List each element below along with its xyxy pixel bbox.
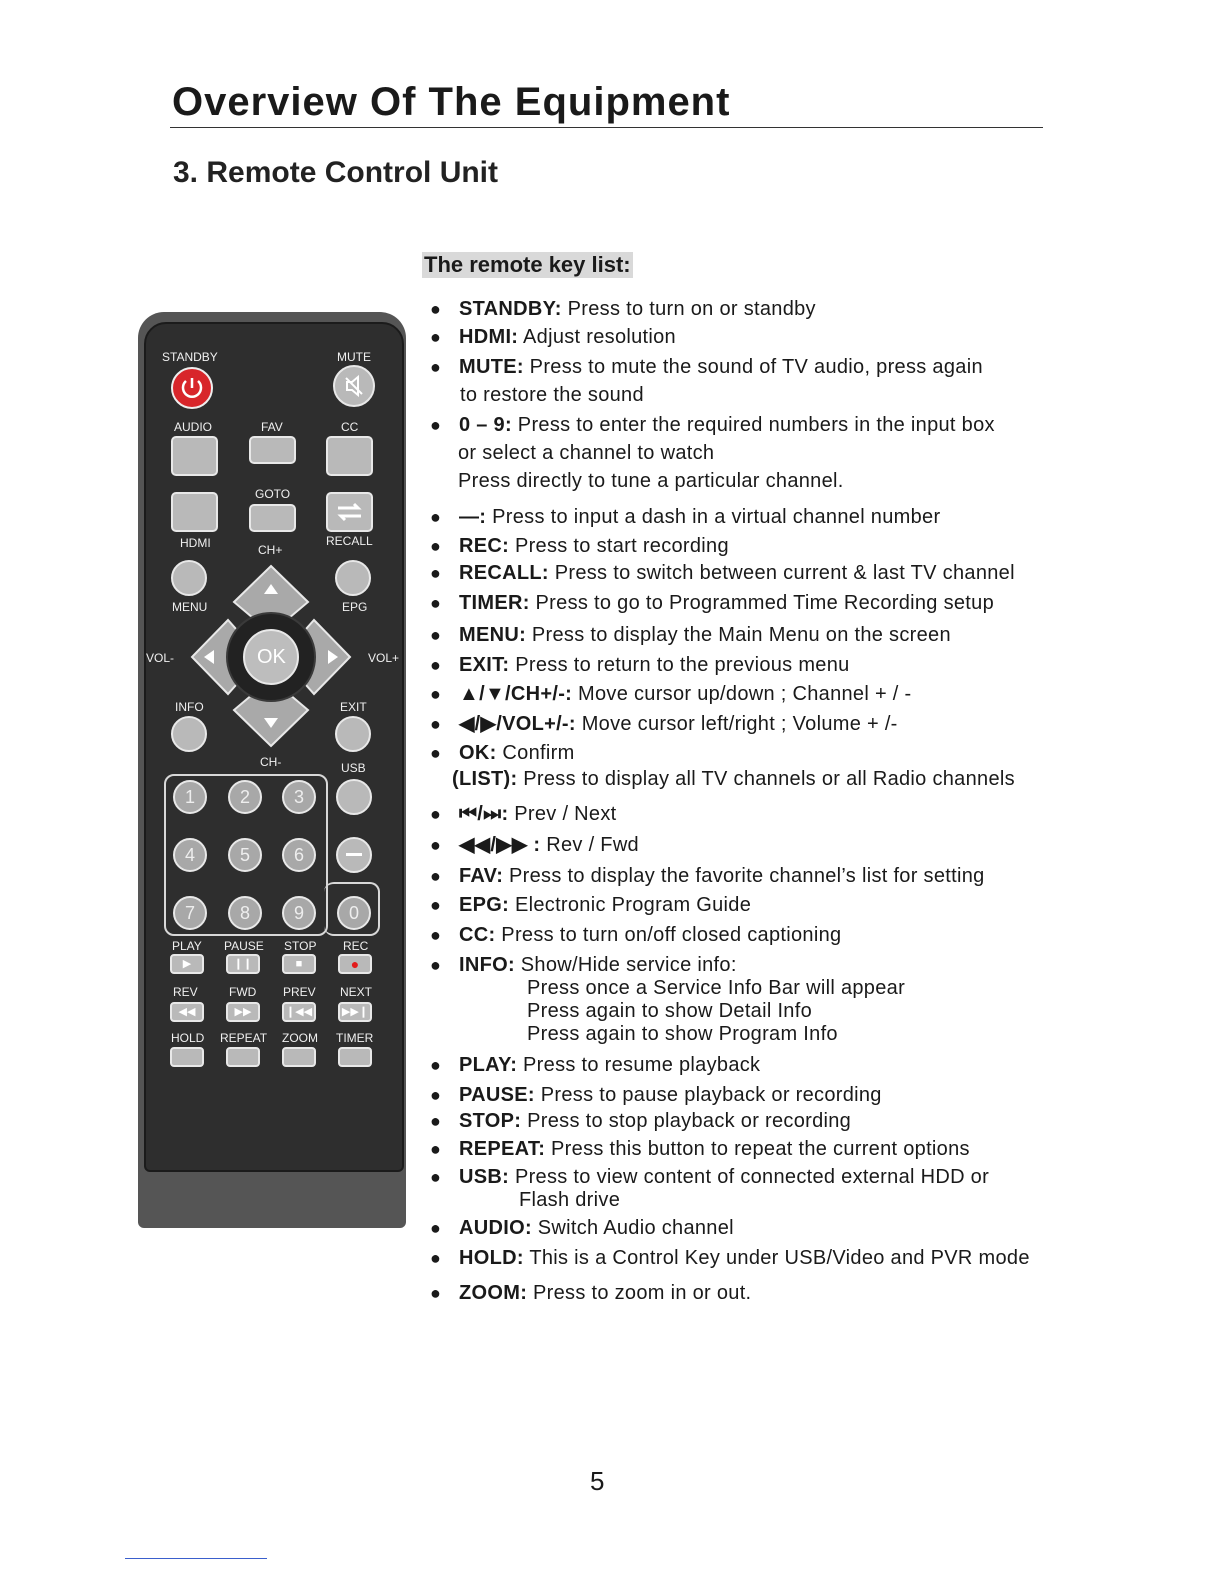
next-label: NEXT [340, 985, 373, 999]
key-description: Press to switch between current & last TV channel [548, 562, 1015, 584]
exit-label: EXIT [340, 700, 367, 714]
stop-button[interactable] [282, 954, 316, 974]
key-name: EPG: [459, 894, 510, 916]
key-list-item [430, 592, 994, 615]
bullet-icon: ● [430, 684, 442, 704]
fwd-button[interactable] [226, 1002, 260, 1022]
play-label: PLAY [172, 939, 202, 953]
key-description: Press to view content of connected external HDD or [509, 1166, 990, 1188]
menu-label: MENU [172, 600, 208, 614]
play-icon: ▶ [182, 958, 192, 970]
key-name: EXIT: [459, 654, 510, 676]
key-list-item [430, 1054, 760, 1077]
usb-label: USB [341, 761, 366, 775]
number-key[interactable]: 0 [337, 896, 371, 930]
number-key[interactable]: 6 [282, 838, 316, 872]
key-list-item [430, 803, 617, 826]
key-list-item [430, 562, 1015, 585]
key-description-continued: Press directly to tune a particular channel. [458, 470, 844, 492]
bullet-icon: ● [430, 1248, 442, 1268]
key-name: ZOOM: [459, 1282, 528, 1304]
key-list-item [430, 742, 575, 765]
mute-icon [335, 367, 373, 405]
audio-button[interactable] [171, 436, 218, 476]
key-description: Press to go to Programmed Time Recording setup [529, 592, 994, 614]
bullet-icon: ● [430, 1218, 442, 1238]
bullet-icon: ● [430, 925, 442, 945]
key-description: Press this button to repeat the current options [545, 1138, 970, 1160]
key-name: MENU: [459, 624, 527, 646]
key-list-item [430, 298, 816, 321]
key-description-continued: Press again to show Program Info [527, 1023, 838, 1045]
key-name: ◀/▶/VOL+/-: [459, 713, 576, 735]
bullet-icon: ● [430, 835, 442, 855]
ch-minus-label: CH- [260, 755, 282, 769]
key-description: Electronic Program Guide [509, 894, 752, 916]
number-key[interactable]: 9 [282, 896, 316, 930]
ch-plus-label: CH+ [258, 543, 283, 557]
pause-icon: ❙❙ [233, 958, 253, 970]
footnote-rule [125, 1558, 267, 1559]
key-description: Press to return to the previous menu [509, 654, 850, 676]
key-name: (LIST): [452, 768, 518, 790]
key-list-item [430, 326, 676, 349]
key-description-continued: Flash drive [519, 1189, 621, 1211]
bullet-icon: ● [430, 593, 442, 613]
bullet-icon: ● [430, 895, 442, 915]
vol-plus-label: VOL+ [368, 651, 400, 665]
key-list-item [430, 1084, 882, 1107]
rev-label: REV [173, 985, 198, 999]
timer-label: TIMER [336, 1031, 374, 1045]
key-description: Press to display the favorite channel’s list for setting [503, 865, 985, 887]
vol-minus-label: VOL- [146, 651, 175, 665]
key-description: Press to turn on/off closed captioning [495, 924, 842, 946]
key-list-item [430, 1166, 989, 1212]
cc-label: CC [341, 420, 359, 434]
recall-label: RECALL [326, 534, 373, 548]
timer-button[interactable] [338, 1047, 372, 1067]
key-description: Press to resume playback [517, 1054, 761, 1076]
info-label: INFO [175, 700, 204, 714]
key-list-heading: The remote key list: [424, 252, 631, 277]
key-list-item [430, 768, 1015, 791]
key-description: Move cursor left/right ; Volume + /- [575, 713, 898, 735]
key-description: Press to display all TV channels or all Radio channels [517, 768, 1015, 790]
epg-label: EPG [342, 600, 368, 614]
hdmi-button[interactable] [171, 492, 218, 532]
bullet-icon: ● [430, 1055, 442, 1075]
standby-button[interactable] [171, 367, 213, 409]
audio-label: AUDIO [174, 420, 213, 434]
bullet-icon: ● [430, 1085, 442, 1105]
section-title: 3. Remote Control Unit [173, 156, 499, 189]
key-list-item [430, 535, 729, 558]
bullet-icon: ● [430, 955, 442, 975]
stop-label: STOP [284, 939, 317, 953]
key-list-item [430, 1282, 751, 1305]
cc-button[interactable] [326, 436, 373, 476]
ok-label[interactable]: OK [257, 646, 286, 668]
key-name: AUDIO: [459, 1217, 532, 1239]
bullet-icon: ● [430, 804, 442, 824]
bullet-icon: ● [430, 714, 442, 734]
standby-label: STANDBY [162, 350, 218, 364]
key-list-item [430, 624, 951, 647]
page-title: Overview Of The Equipment [172, 80, 731, 124]
prev-label: PREV [283, 985, 316, 999]
bullet-icon: ● [430, 1139, 442, 1159]
key-name: REC: [459, 535, 510, 557]
key-name: OK: [459, 742, 497, 764]
key-description: Show/Hide service info: [514, 954, 737, 976]
record-icon: ● [350, 956, 360, 972]
bullet-icon: ● [430, 507, 442, 527]
key-name: INFO: [459, 954, 515, 976]
key-name: HDMI: [459, 326, 519, 348]
fwd-label: FWD [229, 985, 257, 999]
key-list-item [430, 894, 751, 917]
key-list-item [430, 1138, 970, 1161]
key-description-continued: or select a channel to watch [458, 442, 715, 464]
repeat-button[interactable] [226, 1047, 260, 1067]
previous-icon: ❙◀◀ [285, 1006, 313, 1018]
key-name: ◀◀/▶▶ : [459, 834, 541, 856]
key-description: Prev / Next [508, 803, 617, 825]
hdmi-label: HDMI [180, 536, 211, 550]
bullet-icon: ● [430, 536, 442, 556]
key-list-item [430, 1217, 734, 1240]
repeat-label: REPEAT [220, 1031, 268, 1045]
key-name: PAUSE: [459, 1084, 535, 1106]
pause-button[interactable] [226, 954, 260, 974]
key-name: HOLD: [459, 1247, 524, 1269]
key-list-item [430, 954, 905, 1046]
zoom-label: ZOOM [282, 1031, 318, 1045]
key-description-continued: to restore the sound [460, 384, 644, 406]
fav-label: FAV [261, 420, 283, 434]
rec-button[interactable] [338, 954, 372, 974]
mute-label: MUTE [337, 350, 371, 364]
key-list-item [430, 924, 841, 947]
number-key[interactable]: 7 [173, 896, 207, 930]
key-name: MUTE: [459, 356, 524, 378]
key-description: Press to input a dash in a virtual channel number [486, 506, 941, 528]
key-description: Press to start recording [509, 535, 729, 557]
usb-button[interactable] [336, 779, 372, 815]
bullet-icon: ● [430, 625, 442, 645]
key-description-continued: Press once a Service Info Bar will appear [527, 977, 906, 999]
key-description-continued: Press again to show Detail Info [527, 1000, 813, 1022]
fav-button[interactable] [249, 436, 296, 464]
key-description: Press to display the Main Menu on the screen [526, 624, 951, 646]
key-description: Adjust resolution [518, 326, 676, 348]
key-name: FAV: [459, 865, 504, 887]
key-list-item [430, 683, 911, 706]
bullet-icon: ● [430, 357, 442, 377]
rewind-icon: ◀◀ [178, 1006, 196, 1018]
bullet-icon: ● [430, 866, 442, 886]
title-rule [170, 127, 1043, 128]
key-list-item [430, 1110, 851, 1133]
key-description: Confirm [496, 742, 575, 764]
key-name: STANDBY: [459, 298, 562, 320]
key-name: 0 – 9: [459, 414, 512, 436]
key-name: ▲/▼/CH+/-: [459, 683, 573, 705]
rec-label: REC [343, 939, 369, 953]
number-key[interactable]: 4 [173, 838, 207, 872]
recall-button[interactable] [326, 492, 373, 532]
rev-button[interactable] [170, 1002, 204, 1022]
bullet-icon: ● [430, 415, 442, 435]
key-list-item [430, 506, 940, 529]
key-name: CC: [459, 924, 496, 946]
bullet-icon: ● [430, 563, 442, 583]
mute-button[interactable] [333, 365, 375, 407]
key-name: REPEAT: [459, 1138, 546, 1160]
bullet-icon: ● [430, 1283, 442, 1303]
fast-forward-icon: ▶▶ [234, 1006, 252, 1018]
key-name: PLAY: [459, 1054, 518, 1076]
key-name: STOP: [459, 1110, 522, 1132]
key-list-item [430, 865, 985, 888]
stop-icon: ■ [295, 958, 303, 970]
key-list-item [430, 834, 639, 857]
key-description: Move cursor up/down ; Channel + / - [572, 683, 912, 705]
key-name: —: [459, 506, 487, 528]
play-button[interactable] [170, 954, 204, 974]
hold-button[interactable] [170, 1047, 204, 1067]
remote-control-illustration [138, 312, 406, 1228]
key-description: Press to stop playback or recording [521, 1110, 852, 1132]
goto-button[interactable] [249, 504, 296, 532]
key-name: RECALL: [459, 562, 549, 584]
key-name: USB: [459, 1166, 510, 1188]
key-name: ⏮/⏭: [459, 803, 509, 825]
bullet-icon: ● [430, 743, 442, 763]
key-description: Switch Audio channel [531, 1217, 734, 1239]
key-description: Press to mute the sound of TV audio, press again [523, 356, 983, 378]
key-list-item [430, 414, 995, 493]
key-description: Press to turn on or standby [561, 298, 816, 320]
zoom-button[interactable] [282, 1047, 316, 1067]
number-key[interactable]: 2 [228, 780, 262, 814]
key-name: TIMER: [459, 592, 530, 614]
recall-icon [328, 494, 371, 530]
exit-button[interactable] [335, 716, 371, 752]
bullet-icon: ● [430, 1111, 442, 1131]
info-button[interactable] [171, 716, 207, 752]
bullet-icon: ● [430, 655, 442, 675]
next-icon: ▶▶❙ [341, 1006, 369, 1018]
key-description: Press to zoom in or out. [527, 1282, 752, 1304]
dash-button[interactable] [336, 837, 372, 873]
key-description: This is a Control Key under USB/Video and PVR mode [523, 1247, 1030, 1269]
key-list-item [430, 356, 983, 407]
key-description: Press to enter the required numbers in the input box [511, 414, 995, 436]
pause-label: PAUSE [224, 939, 264, 953]
bullet-icon: ● [430, 327, 442, 347]
bullet-icon: ● [430, 1167, 442, 1187]
number-key[interactable]: 5 [228, 838, 262, 872]
dash-icon [346, 853, 362, 856]
key-description: Press to pause playback or recording [534, 1084, 882, 1106]
next-button[interactable] [338, 1002, 372, 1022]
hold-label: HOLD [171, 1031, 205, 1045]
number-key[interactable]: 3 [282, 780, 316, 814]
key-list-item [430, 713, 898, 736]
power-icon [173, 369, 211, 407]
number-key[interactable]: 8 [228, 896, 262, 930]
key-list-item [430, 654, 850, 677]
number-key[interactable]: 1 [173, 780, 207, 814]
key-list-item [430, 1247, 1030, 1270]
page-number: 5 [590, 1466, 605, 1496]
bullet-icon: ● [430, 299, 442, 319]
prev-button[interactable] [282, 1002, 316, 1022]
goto-label: GOTO [255, 487, 291, 501]
key-description: Rev / Fwd [540, 834, 639, 856]
